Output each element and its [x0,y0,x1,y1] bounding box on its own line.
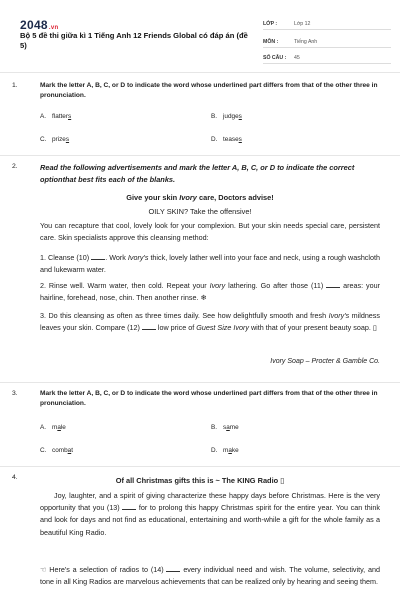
site-logo[interactable]: 2048.vn [20,18,59,32]
divider [0,382,400,383]
ad-step-2: 2. Rinse well. Warm water, then cold. Repeat your Ivory lathering. Go after those (11) areas: your hairline, forehead, nose, chin. Then another rinse. ❄ [40,281,381,303]
question-number: 1. [12,82,18,89]
option-c[interactable]: C. prizes [40,136,70,143]
option-b[interactable]: B. judges [211,113,242,120]
option-b[interactable]: B. same [211,424,239,431]
question-number: 3. [12,390,18,397]
divider [0,72,400,73]
option-c[interactable]: C. combat [40,447,73,454]
blank-11[interactable] [326,282,340,288]
ad-title: Give your skin Ivory care, Doctors advise! [126,193,274,202]
blank-10[interactable] [91,254,105,260]
ad-paragraph-1: You can recapture that cool, lovely look for your complexion. But your skin needs special care, persistent care. Skin specialists approve this cleansing method: [40,221,380,243]
document-header [10,8,390,70]
option-d[interactable]: D. make [211,447,239,454]
meta-question-count: SỐ CÂU : 45 [263,52,391,64]
divider [0,466,400,467]
option-a[interactable]: A. flatters [40,113,72,120]
option-d[interactable]: D. teases [211,136,242,143]
document-title: Bộ 5 đề thi giữa kì 1 Tiếng Anh 12 Friends Global có đáp án (đề 5) [20,31,248,50]
question-text: Read the following advertisements and mark the letter A, B, C, or D to indicate the correct optionthat best fits each of the blanks. [40,163,355,184]
ad-signature: Ivory Soap – Procter & Gamble Co. [270,358,380,365]
blank-13[interactable] [122,504,136,510]
blank-14[interactable] [166,566,180,572]
option-a[interactable]: A. male [40,424,66,431]
passage-paragraph-2: ☜ Here's a selection of radios to (14) every individual need and wish. The volume, selectivity, and tone in all King Radios are marvelous achievements that can be realized only by hearing and seeing them. [40,565,380,587]
question-text: Mark the letter A, B, C, or D to indicate the word whose underlined part differs from that of the other three in pronunciation. [40,390,378,407]
ad-step-3: 3. Do this cleansing as often as three times daily. See how delightfully smooth and fresh Ivory's mildness leaves your skin. Compare (12) low price of Guest Size Ivory with that of your present beauty soap. ▯ [40,311,380,333]
question-number: 2. [12,163,18,170]
ad-step-1: 1. Cleanse (10) . Work Ivory's thick, lovely lather well into your face and neck, using a rough washcloth and lukewarm water. [40,253,380,275]
meta-subject: MÔN : Tiếng Anh [263,36,391,48]
meta-class: LỚP : Lớp 12 [263,18,391,30]
divider [0,155,400,156]
ad-subtitle: OILY SKIN? Take the offensive! [148,207,252,216]
passage-paragraph-1: Joy, laughter, and a spirit of giving characterize these happy days before Christmas. Here is the very opportunity that you (13) for to prolong this happy Christmas spirit for the entire year. You can think and look for days and not find as educational, entertaining and worth-while a gift for the whole family as a beautiful King Radio. [40,491,380,537]
question-text: Mark the letter A, B, C, or D to indicate the word whose underlined part differs from that of the other three in pronunciation. [40,82,378,99]
question-number: 4. [12,474,18,481]
passage-title: Of all Christmas gifts this is ~ The KING Radio ▯ [115,476,285,485]
blank-12[interactable] [142,324,156,330]
